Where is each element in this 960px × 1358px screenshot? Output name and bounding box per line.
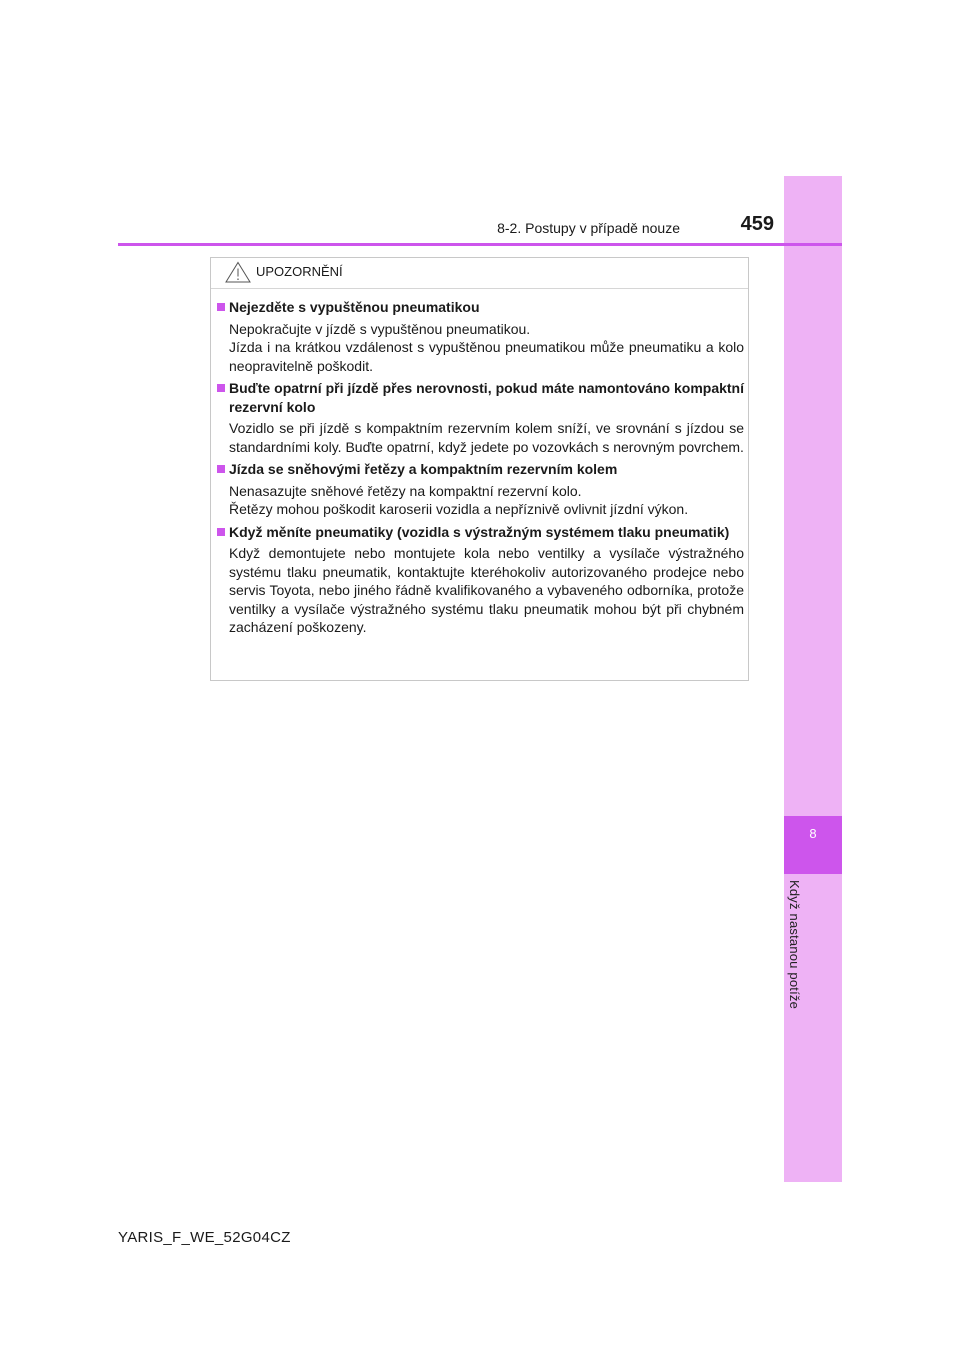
warning-item-text: Vozidlo se při jízdě s kompaktním rezervním kolem sníží, ve srovnání s jízdou se standardními koly. Buďte opatrní, když jedete po vozovkách s nerovným povrchem.	[229, 420, 744, 455]
chapter-side-tab	[784, 176, 842, 1182]
page-number: 459	[740, 213, 774, 235]
square-bullet-icon	[217, 465, 225, 473]
warning-item	[217, 523, 744, 637]
chapter-label: Když nastanou potíže	[787, 880, 802, 1010]
document-code: YARIS_F_WE_52G04CZ	[118, 1229, 291, 1246]
warning-body	[217, 298, 744, 641]
chapter-number-box	[784, 816, 842, 874]
warning-item-text: Nenasazujte sněhové řetězy na kompaktní rezervní kolo.	[229, 482, 582, 499]
warning-item-text: Řetězy mohou poškodit karoserii vozidla a nepříznivě ovlivnit jízdní výkon.	[229, 501, 689, 517]
warning-title: UPOZORNĚNÍ	[256, 264, 343, 279]
warning-header	[211, 258, 748, 289]
warning-item-heading: Když měníte pneumatiky (vozidla s výstražným systémem tlaku pneumatik)	[229, 523, 730, 540]
warning-item-text: Nepokračujte v jízdě s vypuštěnou pneumatikou.	[229, 320, 531, 337]
header-rule	[118, 243, 842, 246]
square-bullet-icon	[217, 528, 225, 536]
warning-item-text: Když demontujete nebo montujete kola nebo ventilky a vysílače výstražného systému tlaku pneumatik, kontaktujte kteréhokoliv autorizovaného prodejce nebo servis Toyota, nebo jiného řádně kvalifikovaného a vybaveného odborníka, protože ventilky a vysílače výstražného systému tlaku pneumatik mohou být při chybném zacházení poškozeny.	[229, 545, 744, 635]
warning-item	[217, 379, 744, 456]
warning-triangle-icon	[225, 261, 251, 283]
square-bullet-icon	[217, 303, 225, 311]
section-title: 8-2. Postupy v případě nouze	[497, 220, 680, 236]
warning-item-text: Jízda i na krátkou vzdálenost s vypuštěnou pneumatikou může pneumatiku a kolo neopravitelně poškodit.	[229, 339, 744, 374]
chapter-number: 8	[809, 826, 817, 841]
warning-item	[217, 460, 744, 519]
warning-item-heading: Jízda se sněhovými řetězy a kompaktním rezervním kolem	[229, 461, 618, 477]
warning-box	[210, 257, 749, 681]
warning-item	[217, 298, 744, 375]
warning-item-heading: Buďte opatrní při jízdě přes nerovnosti, pokud máte namontováno kompaktní rezervní kolo	[229, 380, 744, 415]
square-bullet-icon	[217, 384, 225, 392]
warning-item-heading: Nejezděte s vypuštěnou pneumatikou	[229, 299, 480, 315]
